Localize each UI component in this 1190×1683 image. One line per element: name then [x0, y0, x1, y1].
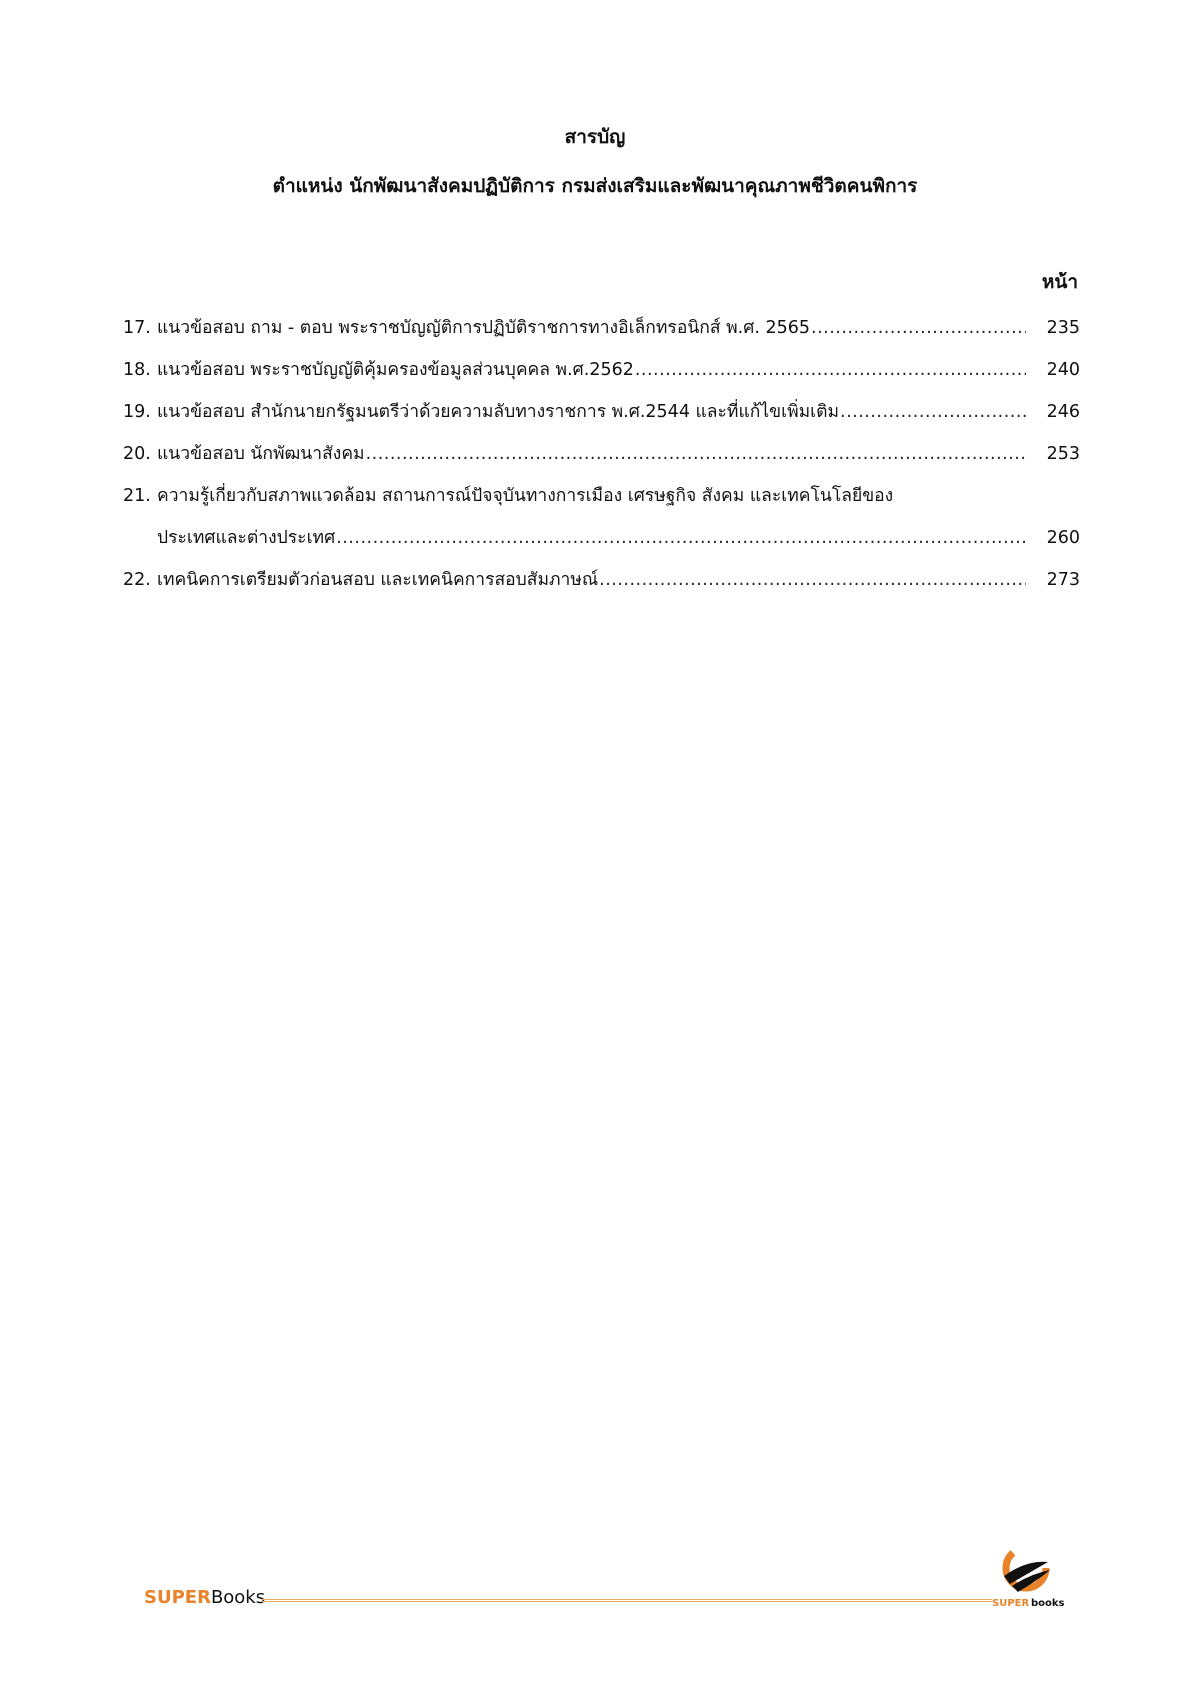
toc-entry-text: แนวข้อสอบ ถาม - ตอบ พระราชบัญญัติการปฏิบัติราชการทางอิเล็กทรอนิกส์ พ.ศ. 2565 — [157, 318, 810, 338]
toc-entry-text: ความรู้เกี่ยวกับสภาพแวดล้อม สถานการณ์ปัจจุบันทางการเมือง เศรษฐกิจ สังคม และเทคโนโลยีของ — [157, 486, 894, 506]
toc-entry-19[interactable] — [123, 397, 1080, 439]
toc-entry-number: 19. — [123, 402, 151, 422]
toc-entry-page: 273 — [1046, 570, 1080, 590]
toc-entry-17[interactable] — [123, 313, 1080, 355]
dot-leader — [811, 318, 1026, 338]
dot-leader — [840, 402, 1026, 422]
toc-entry-number: 22. — [123, 570, 151, 590]
toc-entry-text: แนวข้อสอบ สำนักนายกรัฐมนตรีว่าด้วยความลับทางราชการ พ.ศ.2544 และที่แก้ไขเพิ่มเติม — [157, 402, 840, 422]
toc-entry-page: 246 — [1046, 402, 1080, 422]
toc-entry-20[interactable] — [123, 439, 1080, 481]
footer-brand — [144, 1587, 265, 1608]
toc-entry-18[interactable] — [123, 355, 1080, 397]
page-column-label: หน้า — [1041, 271, 1078, 293]
dot-leader — [336, 528, 1026, 548]
footer-brand-books: Books — [210, 1587, 266, 1608]
toc-entry-number: 20. — [123, 444, 151, 464]
toc-entry-text: ประเทศและต่างประเทศ — [157, 528, 336, 548]
toc-subtitle: ตำแหน่ง นักพัฒนาสังคมปฏิบัติการ กรมส่งเสริมและพัฒนาคุณภาพชีวิตคนพิการ — [272, 175, 918, 197]
dot-leader — [635, 360, 1026, 380]
toc-entry-text: แนวข้อสอบ นักพัฒนาสังคม — [157, 444, 365, 464]
toc-entry-text: เทคนิคการเตรียมตัวก่อนสอบ และเทคนิคการสอบสัมภาษณ์ — [157, 570, 599, 590]
toc-entry-page: 260 — [1046, 528, 1080, 548]
svg-text:books: books — [1031, 1598, 1065, 1609]
table-of-contents — [123, 313, 1080, 607]
toc-title: สารบัญ — [564, 126, 626, 148]
toc-entry-22[interactable] — [123, 565, 1080, 607]
toc-entry-text: แนวข้อสอบ พระราชบัญญัติคุ้มครองข้อมูลส่วนบุคคล พ.ศ.2562 — [157, 360, 634, 380]
toc-entry-page: 240 — [1046, 360, 1080, 380]
dot-leader — [366, 444, 1026, 464]
toc-entry-number: 18. — [123, 360, 151, 380]
toc-entry-21-continuation[interactable] — [123, 523, 1080, 565]
footer-divider — [262, 1599, 992, 1602]
toc-entry-21[interactable] — [123, 481, 1080, 523]
toc-entry-number: 21. — [123, 486, 151, 506]
svg-text:SUPER: SUPER — [992, 1598, 1030, 1609]
toc-entry-page: 253 — [1046, 444, 1080, 464]
footer-brand-super: SUPER — [144, 1587, 211, 1608]
toc-entry-page: 235 — [1046, 318, 1080, 338]
toc-entry-number: 17. — [123, 318, 151, 338]
superbooks-logo-icon — [990, 1540, 1070, 1610]
dot-leader — [599, 570, 1026, 590]
